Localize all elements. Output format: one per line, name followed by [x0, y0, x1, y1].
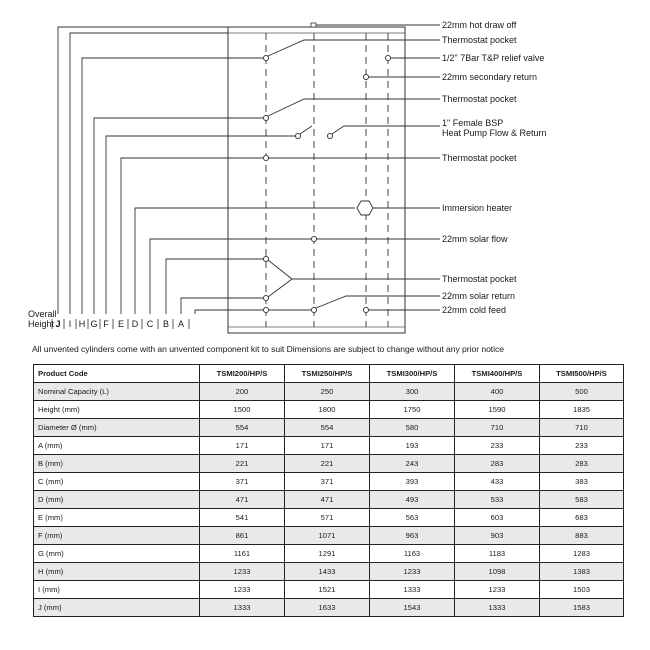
value-cell: 1521 — [285, 581, 370, 599]
value-cell: 383 — [540, 473, 624, 491]
row-label-cell: F (mm) — [34, 527, 200, 545]
label-solar-return: 22mm solar return — [442, 291, 516, 301]
immersion-heater-marker — [357, 201, 373, 215]
value-cell: 500 — [540, 383, 624, 401]
value-cell: 193 — [370, 437, 455, 455]
heat-pump-return-stub — [332, 126, 344, 134]
label-thermostat-pocket-3: Thermostat pocket — [442, 153, 517, 163]
value-cell: 1233 — [455, 581, 540, 599]
dim-line-g — [94, 118, 266, 314]
value-cell: 171 — [200, 437, 285, 455]
thermostat-pocket-5-marker — [263, 295, 268, 300]
value-cell: 393 — [370, 473, 455, 491]
leader-thermostat-pocket-5 — [268, 279, 292, 297]
secondary-return-marker — [363, 74, 368, 79]
overall-label: Overall — [28, 309, 57, 319]
label-female-bsp: 1" Female BSP — [442, 118, 504, 128]
value-cell: 1233 — [200, 581, 285, 599]
label-tp-relief-valve: 1/2" 7Bar T&P relief valve — [442, 53, 545, 63]
dimension-lines — [58, 27, 355, 314]
value-cell: 1283 — [540, 545, 624, 563]
header-cell: TSMI400/HP/S — [455, 365, 540, 383]
value-cell: 243 — [370, 455, 455, 473]
table-row — [34, 581, 624, 599]
letter-j: J — [55, 319, 61, 329]
row-label-cell: B (mm) — [34, 455, 200, 473]
value-cell: 1161 — [200, 545, 285, 563]
value-cell: 1383 — [540, 563, 624, 581]
table-row — [34, 545, 624, 563]
value-cell: 471 — [200, 491, 285, 509]
value-cell: 1098 — [455, 563, 540, 581]
leader-thermostat-pocket-1 — [268, 40, 440, 56]
value-cell: 171 — [285, 437, 370, 455]
letter-h: H — [78, 319, 86, 329]
table-row — [34, 527, 624, 545]
value-cell: 1333 — [370, 581, 455, 599]
leader-lines — [268, 25, 440, 310]
leader-solar-return — [316, 296, 440, 308]
table-row — [34, 419, 624, 437]
value-cell: 471 — [285, 491, 370, 509]
letter-c: C — [146, 319, 154, 329]
table-header-row — [34, 365, 624, 383]
letter-a: A — [177, 319, 185, 329]
label-cold-feed: 22mm cold feed — [442, 305, 507, 315]
value-cell: 963 — [370, 527, 455, 545]
header-cell: TSMI300/HP/S — [370, 365, 455, 383]
value-cell: 221 — [200, 455, 285, 473]
table-row — [34, 437, 624, 455]
specification-table — [33, 364, 624, 617]
height-label: Height — [28, 319, 55, 329]
cold-feed-left-marker — [263, 307, 268, 312]
thermostat-pocket-2-marker — [263, 115, 268, 120]
row-label-cell: E (mm) — [34, 509, 200, 527]
table-row — [34, 455, 624, 473]
value-cell: 493 — [370, 491, 455, 509]
table-body — [34, 383, 624, 617]
cylinder-outline — [228, 27, 405, 333]
letter-i: I — [68, 319, 72, 329]
value-cell: 1071 — [285, 527, 370, 545]
row-label-cell: H (mm) — [34, 563, 200, 581]
solar-return-marker — [311, 307, 316, 312]
label-solar-flow: 22mm solar flow — [442, 234, 508, 244]
value-cell: 233 — [455, 437, 540, 455]
value-cell: 233 — [540, 437, 624, 455]
letter-d: D — [131, 319, 139, 329]
value-cell: 283 — [455, 455, 540, 473]
value-cell: 861 — [200, 527, 285, 545]
value-cell: 571 — [285, 509, 370, 527]
dim-line-e — [121, 158, 266, 314]
heat-pump-return-marker — [327, 133, 332, 138]
value-cell: 1583 — [540, 599, 624, 617]
thermostat-pocket-4-marker — [263, 256, 268, 261]
value-cell: 883 — [540, 527, 624, 545]
value-cell: 541 — [200, 509, 285, 527]
value-cell: 1333 — [455, 599, 540, 617]
letter-b: B — [162, 319, 170, 329]
table-row — [34, 401, 624, 419]
value-cell: 1500 — [200, 401, 285, 419]
value-cell: 1233 — [370, 563, 455, 581]
row-label-cell: Height (mm) — [34, 401, 200, 419]
dim-line-j — [58, 27, 228, 314]
value-cell: 533 — [455, 491, 540, 509]
heat-pump-flow-marker — [295, 133, 300, 138]
label-hot-draw-off: 22mm hot draw off — [442, 20, 517, 30]
table-row — [34, 473, 624, 491]
value-cell: 1750 — [370, 401, 455, 419]
thermostat-pocket-3-marker — [263, 155, 268, 160]
value-cell: 221 — [285, 455, 370, 473]
row-label-cell: D (mm) — [34, 491, 200, 509]
value-cell: 580 — [370, 419, 455, 437]
value-cell: 250 — [285, 383, 370, 401]
table-row — [34, 563, 624, 581]
connection-markers — [263, 55, 390, 312]
value-cell: 563 — [370, 509, 455, 527]
value-cell: 371 — [285, 473, 370, 491]
value-cell: 683 — [540, 509, 624, 527]
dim-line-a — [181, 298, 266, 314]
letter-f: F — [103, 319, 109, 329]
value-cell: 1291 — [285, 545, 370, 563]
value-cell: 554 — [285, 419, 370, 437]
header-cell: Product Code — [34, 365, 200, 383]
dim-line-a2 — [195, 310, 314, 314]
value-cell: 1433 — [285, 563, 370, 581]
value-cell: 1333 — [200, 599, 285, 617]
value-cell: 200 — [200, 383, 285, 401]
label-heat-pump-flow-return: Heat Pump Flow & Return — [442, 128, 547, 138]
row-label-cell: Nominal Capacity (L) — [34, 383, 200, 401]
value-cell: 1633 — [285, 599, 370, 617]
table-row — [34, 599, 624, 617]
value-cell: 1503 — [540, 581, 624, 599]
heat-pump-flow-stub — [300, 126, 312, 134]
value-cell: 1835 — [540, 401, 624, 419]
thermostat-pocket-1-marker — [263, 55, 268, 60]
value-cell: 371 — [200, 473, 285, 491]
cold-feed-marker — [363, 307, 368, 312]
leader-thermostat-pocket-2 — [268, 99, 440, 116]
value-cell: 1183 — [455, 545, 540, 563]
table-row — [34, 491, 624, 509]
dim-line-h — [82, 58, 266, 314]
value-cell: 710 — [540, 419, 624, 437]
table-row — [34, 383, 624, 401]
label-thermostat-pocket-1: Thermostat pocket — [442, 35, 517, 45]
value-cell: 283 — [540, 455, 624, 473]
hot-draw-off-nipple — [311, 23, 316, 27]
value-cell: 603 — [455, 509, 540, 527]
value-cell: 583 — [540, 491, 624, 509]
label-secondary-return: 22mm secondary return — [442, 72, 538, 82]
value-cell: 1543 — [370, 599, 455, 617]
header-cell: TSMI500/HP/S — [540, 365, 624, 383]
header-cell: TSMI200/HP/S — [200, 365, 285, 383]
leader-thermostat-pocket-4 — [268, 260, 440, 279]
row-label-cell: G (mm) — [34, 545, 200, 563]
solar-flow-marker — [311, 236, 316, 241]
disclaimer-note: All unvented cylinders come with an unvented component kit to suit Dimensions are subject to change without any prior notice — [32, 344, 504, 354]
letter-e: E — [117, 319, 125, 329]
row-label-cell: I (mm) — [34, 581, 200, 599]
value-cell: 433 — [455, 473, 540, 491]
value-cell: 1800 — [285, 401, 370, 419]
table-row — [34, 509, 624, 527]
row-label-cell: Diameter Ø (mm) — [34, 419, 200, 437]
value-cell: 554 — [200, 419, 285, 437]
value-cell: 1233 — [200, 563, 285, 581]
label-thermostat-pocket-4: Thermostat pocket — [442, 274, 517, 284]
value-cell: 903 — [455, 527, 540, 545]
row-label-cell: C (mm) — [34, 473, 200, 491]
row-label-cell: J (mm) — [34, 599, 200, 617]
label-thermostat-pocket-2: Thermostat pocket — [442, 94, 517, 104]
row-label-cell: A (mm) — [34, 437, 200, 455]
tp-relief-valve-marker — [385, 55, 390, 60]
letter-g: G — [90, 319, 98, 329]
header-cell: TSMI250/HP/S — [285, 365, 370, 383]
value-cell: 1163 — [370, 545, 455, 563]
value-cell: 300 — [370, 383, 455, 401]
value-cell: 1590 — [455, 401, 540, 419]
value-cell: 710 — [455, 419, 540, 437]
label-immersion-heater: Immersion heater — [442, 203, 513, 213]
value-cell: 400 — [455, 383, 540, 401]
